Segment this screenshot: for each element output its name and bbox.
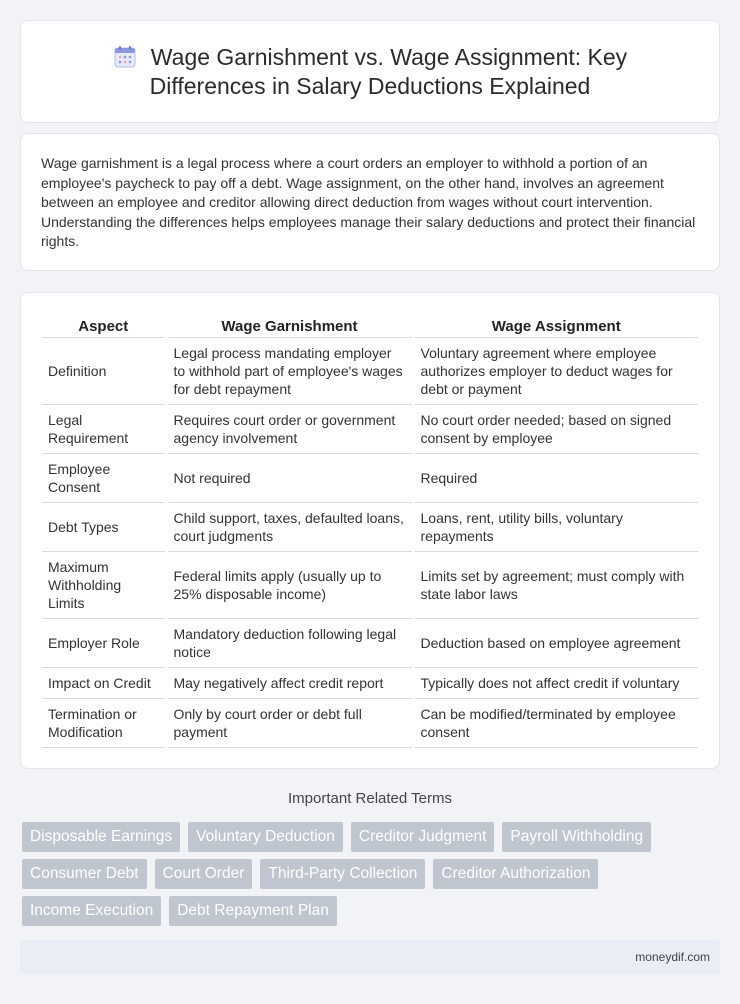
table-row [42,618,698,667]
table-row [42,502,698,551]
aspect-cell: Termination or Modification [42,698,166,747]
aspect-cell: Debt Types [42,502,166,551]
related-term-tag[interactable]: Consumer Debt [22,859,147,889]
related-term-tag[interactable]: Payroll Withholding [502,822,651,852]
aspect-cell: Employee Consent [42,453,166,502]
table-row [42,404,698,453]
related-term-tag[interactable]: Income Execution [22,896,161,926]
header-wage-garnishment: Wage Garnishment [166,313,413,337]
aspect-cell: Impact on Credit [42,667,166,698]
assignment-cell: Voluntary agreement where employee authorizes employer to deduct wages for debt or payment [413,337,698,404]
related-term-tag[interactable]: Creditor Judgment [351,822,495,852]
table-row [42,551,698,618]
intro-paragraph: Wage garnishment is a legal process where a court orders an employer to withhold a portion of an employee's paycheck to pay off a debt. Wage assignment, on the other hand, involves an agreement between an employee and creditor allowing direct deduction from wages without court intervention. Understanding the differences helps employees manage their salary deductions and protect their financial rights. [41,155,696,249]
assignment-cell: Deduction based on employee agreement [413,618,698,667]
calendar-icon [113,45,137,69]
related-terms-list [22,822,722,926]
aspect-cell: Maximum Withholding Limits [42,551,166,618]
table-header-row [42,313,698,337]
related-term-tag[interactable]: Court Order [155,859,253,889]
assignment-cell: Can be modified/terminated by employee consent [413,698,698,747]
comparison-table [42,313,698,748]
garnishment-cell: Only by court order or debt full payment [166,698,413,747]
footer-site-link[interactable]: moneydif.com [635,950,710,964]
aspect-cell: Definition [42,337,166,404]
garnishment-cell: Not required [166,453,413,502]
table-row [42,337,698,404]
header-aspect: Aspect [42,313,166,337]
related-terms-heading: Important Related Terms [288,790,452,807]
page-title: Wage Garnishment vs. Wage Assignment: Key Differences in Salary Deductions Explained [149,43,628,99]
table-row [42,453,698,502]
comparison-table-card [20,292,720,769]
assignment-cell: Typically does not affect credit if voluntary [413,667,698,698]
related-term-tag[interactable]: Voluntary Deduction [188,822,343,852]
aspect-cell: Employer Role [42,618,166,667]
garnishment-cell: Mandatory deduction following legal notice [166,618,413,667]
related-term-tag[interactable]: Third-Party Collection [260,859,425,889]
title-card [20,20,720,123]
garnishment-cell: Requires court order or government agency involvement [166,404,413,453]
garnishment-cell: Legal process mandating employer to withhold part of employee's wages for debt repayment [166,337,413,404]
table-row [42,698,698,747]
assignment-cell: Loans, rent, utility bills, voluntary repayments [413,502,698,551]
assignment-cell: Required [413,453,698,502]
title-wrap [61,43,679,101]
header-wage-assignment: Wage Assignment [413,313,698,337]
table-row [42,667,698,698]
intro-card [20,133,720,271]
assignment-cell: No court order needed; based on signed consent by employee [413,404,698,453]
aspect-cell: Legal Requirement [42,404,166,453]
garnishment-cell: Federal limits apply (usually up to 25% disposable income) [166,551,413,618]
garnishment-cell: Child support, taxes, defaulted loans, court judgments [166,502,413,551]
related-term-tag[interactable]: Creditor Authorization [433,859,598,889]
assignment-cell: Limits set by agreement; must comply with state labor laws [413,551,698,618]
related-term-tag[interactable]: Debt Repayment Plan [169,896,337,926]
garnishment-cell: May negatively affect credit report [166,667,413,698]
related-term-tag[interactable]: Disposable Earnings [22,822,180,852]
footer [20,940,720,974]
